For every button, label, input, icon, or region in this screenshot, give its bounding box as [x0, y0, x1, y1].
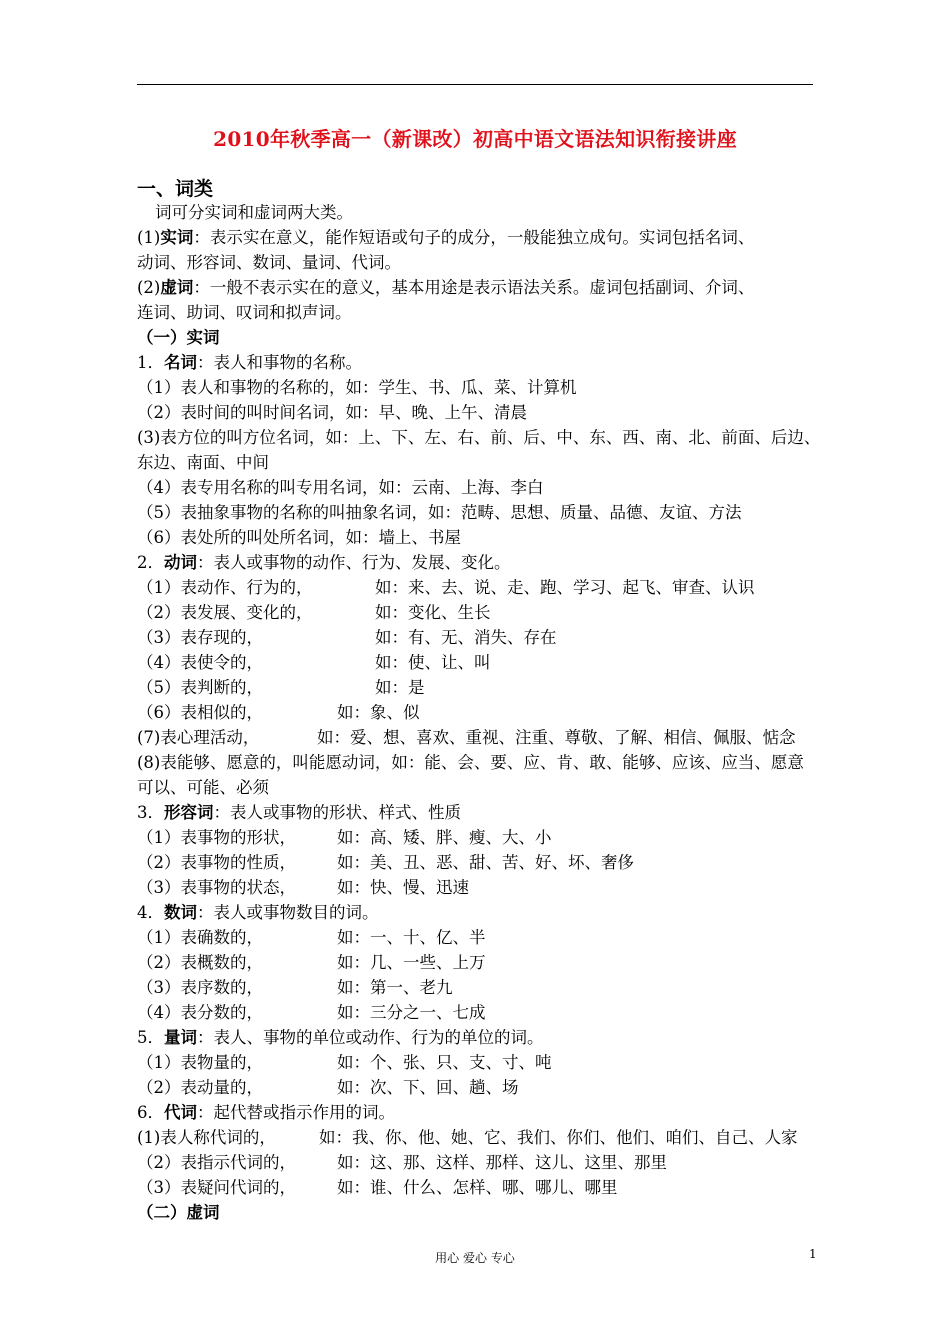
noun-item: （5）表抽象事物的名称的叫抽象名词，如：范畴、思想、质量、品德、友谊、方法 — [137, 503, 742, 522]
intro-line: 词可分实词和虚词两大类。 — [155, 203, 353, 222]
paragraph-content-words-cont: 动词、形容词、数词、量词、代词。 — [137, 253, 401, 272]
paragraph-function-words-cont: 连词、助词、叹词和拟声词。 — [137, 303, 352, 322]
verb-item: （4）表使令的， 如：使、让、叫 — [137, 653, 491, 672]
numeral-item: （3）表序数的， 如：第一、老九 — [137, 978, 453, 997]
verb-heading: 2．动词：表人或事物的动作、行为、发展、变化。 — [137, 553, 511, 572]
noun-item: （6）表处所的叫处所名词，如：墙上、书屋 — [137, 528, 461, 547]
subheading-function-words: （二）虚词 — [137, 1203, 220, 1222]
noun-item: 东边、南面、中间 — [137, 453, 269, 472]
noun-item: (3)表方位的叫方位名词，如：上、下、左、右、前、后、中、东、西、南、北、前面、后边、 — [137, 428, 821, 447]
adjective-heading: 3．形容词：表人或事物的形状、样式、性质 — [137, 803, 461, 822]
noun-item: （2）表时间的叫时间名词，如：早、晚、上午、清晨 — [137, 403, 527, 422]
numeral-item: （4）表分数的， 如：三分之一、七成 — [137, 1003, 486, 1022]
numeral-item: （2）表概数的， 如：几、一些、上万 — [137, 953, 486, 972]
page-number: 1 — [809, 1247, 817, 1261]
adjective-item: （1）表事物的形状， 如：高、矮、胖、瘦、大、小 — [137, 828, 552, 847]
verb-item-cont: 可以、可能、必须 — [137, 778, 269, 797]
verb-item: （5）表判断的， 如：是 — [137, 678, 425, 697]
verb-item: （1）表动作、行为的， 如：来、去、说、走、跑、学习、起飞、审查、认识 — [137, 578, 755, 597]
header-rule — [137, 84, 813, 85]
measure-word-item: （2）表动量的， 如：次、下、回、趟、场 — [137, 1078, 519, 1097]
pronoun-item: （3）表疑问代词的， 如：谁、什么、怎样、哪、哪儿、哪里 — [137, 1178, 618, 1197]
numeral-heading: 4．数词：表人或事物数目的词。 — [137, 903, 379, 922]
verb-item: (7)表心理活动， 如：爱、想、喜欢、重视、注重、尊敬、了解、相信、佩服、惦念 — [137, 728, 796, 747]
noun-item: （1）表人和事物的名称的，如：学生、书、瓜、菜、计算机 — [137, 378, 577, 397]
section-heading: 一、词类 — [137, 178, 214, 200]
pronoun-item: （2）表指示代词的， 如：这、那、这样、那样、这儿、这里、那里 — [137, 1153, 667, 1172]
measure-word-heading: 5．量词：表人、事物的单位或动作、行为的单位的词。 — [137, 1028, 544, 1047]
paragraph-function-words: (2)虚词：一般不表示实在的意义，基本用途是表示语法关系。虚词包括副词、介词、 — [137, 278, 755, 297]
subheading-content-words: （一）实词 — [137, 328, 220, 347]
document-title: 2010年秋季高一（新课改）初高中语文语法知识衔接讲座 — [213, 127, 737, 151]
verb-item: (8)表能够、愿意的，叫能愿动词，如：能、会、要、应、肯、敢、能够、应该、应当、愿意 — [137, 753, 804, 772]
adjective-item: （2）表事物的性质， 如：美、丑、恶、甜、苦、好、坏、奢侈 — [137, 853, 634, 872]
pronoun-item: (1)表人称代词的， 如：我、你、他、她、它、我们、你们、他们、咱们、自己、人家 — [137, 1128, 798, 1147]
numeral-item: （1）表确数的， 如：一、十、亿、半 — [137, 928, 486, 947]
paragraph-content-words: (1)实词：表示实在意义，能作短语或句子的成分，一般能独立成句。实词包括名词、 — [137, 228, 755, 247]
adjective-item: （3）表事物的状态， 如：快、慢、迅速 — [137, 878, 469, 897]
pronoun-heading: 6．代词：起代替或指示作用的词。 — [137, 1103, 395, 1122]
verb-item: （2）表发展、变化的， 如：变化、生长 — [137, 603, 491, 622]
verb-item: （3）表存现的， 如：有、无、消失、存在 — [137, 628, 557, 647]
noun-item: （4）表专用名称的叫专用名词，如：云南、上海、李白 — [137, 478, 544, 497]
noun-heading: 1．名词：表人和事物的名称。 — [137, 353, 362, 372]
page-footer: 用心 爱心 专心 — [435, 1251, 515, 1265]
measure-word-item: （1）表物量的， 如：个、张、只、支、寸、吨 — [137, 1053, 552, 1072]
verb-item: （6）表相似的， 如：象、似 — [137, 703, 420, 722]
